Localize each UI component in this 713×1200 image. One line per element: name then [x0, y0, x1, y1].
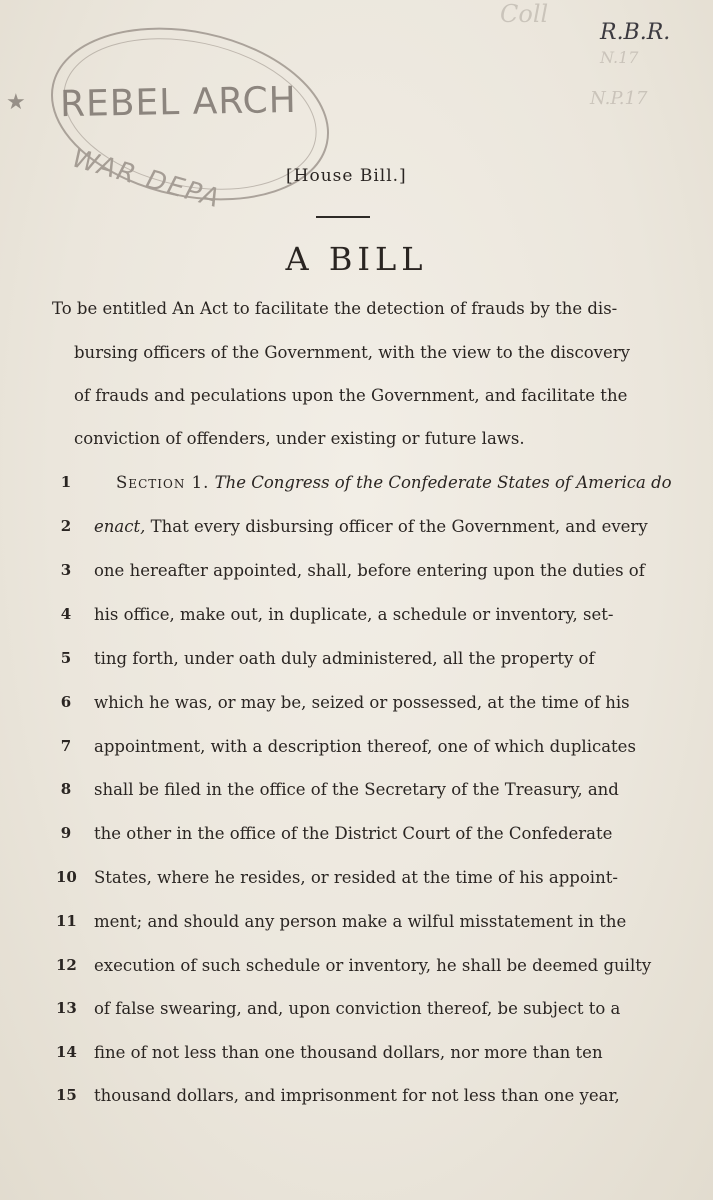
- body-line-text: That every disbursing officer of the Government, and every: [145, 517, 648, 536]
- line-number: 1: [60, 473, 72, 491]
- body-line: of false swearing, and, upon conviction thereof, be subject to a: [94, 999, 621, 1018]
- preamble-line: bursing officers of the Government, with the view to the discovery: [74, 343, 630, 362]
- line-number: 6: [60, 693, 72, 711]
- body-line: appointment, with a description thereof, one of which duplicates: [94, 737, 636, 756]
- line-number: 2: [60, 517, 72, 535]
- line-number: 9: [60, 824, 72, 842]
- line-number: 7: [60, 737, 72, 755]
- body-line: States, where he resides, or resided at the time of his appoint-: [94, 868, 618, 887]
- enacting-clause: The Congress of the Confederate States of America do: [214, 473, 672, 492]
- house-bill-label: [House Bill.]: [286, 166, 407, 186]
- line-number: 13: [56, 999, 77, 1017]
- body-line: ting forth, under oath duly administered, all the property of: [94, 649, 595, 668]
- body-line: which he was, or may be, seized or possessed, at the time of his: [94, 693, 630, 712]
- body-line: fine of not less than one thousand dollars, nor more than ten: [94, 1043, 603, 1062]
- bill-title: A BILL: [285, 240, 428, 278]
- body-line: [94, 517, 654, 536]
- body-line: execution of such schedule or inventory, he shall be deemed guilty: [94, 956, 652, 975]
- handwritten-number-note: N.17: [600, 48, 639, 67]
- preamble-line: To be entitled An Act to facilitate the detection of frauds by the dis-: [52, 299, 618, 318]
- line-number: 11: [56, 912, 77, 930]
- section-line: [116, 473, 676, 492]
- body-line: ment; and should any person make a wilful misstatement in the: [94, 912, 627, 931]
- handwritten-number-note-2: N.P.17: [590, 88, 648, 109]
- handwritten-reference-mark: R.B.R.: [600, 20, 671, 45]
- line-number: 14: [56, 1043, 77, 1061]
- body-line: his office, make out, in duplicate, a schedule or inventory, set-: [94, 605, 614, 624]
- line-number: 4: [60, 605, 72, 623]
- star-icon: ★: [6, 90, 26, 115]
- body-line-italic: enact,: [94, 517, 146, 536]
- body-line: the other in the office of the District Court of the Confederate: [94, 824, 613, 843]
- line-number: 12: [56, 956, 77, 974]
- line-number: 10: [56, 868, 77, 886]
- line-number: 15: [56, 1086, 77, 1104]
- stamp-text-war-department: WAR DEPA: [68, 143, 225, 215]
- line-number: 5: [60, 649, 72, 667]
- line-number: 8: [60, 780, 72, 798]
- line-number: 3: [60, 561, 72, 579]
- section-label: Section 1.: [116, 473, 210, 492]
- preamble-line: conviction of offenders, under existing or future laws.: [74, 429, 525, 448]
- body-line: thousand dollars, and imprisonment for not less than one year,: [94, 1086, 620, 1105]
- preamble-line: of frauds and peculations upon the Government, and facilitate the: [74, 386, 628, 405]
- stamp-text-rebel-archives: REBEL ARCH: [59, 79, 298, 126]
- body-line: shall be filed in the office of the Secretary of the Treasury, and: [94, 780, 619, 799]
- handwritten-collection-note: Coll: [500, 0, 549, 28]
- body-line: one hereafter appointed, shall, before entering upon the duties of: [94, 561, 645, 580]
